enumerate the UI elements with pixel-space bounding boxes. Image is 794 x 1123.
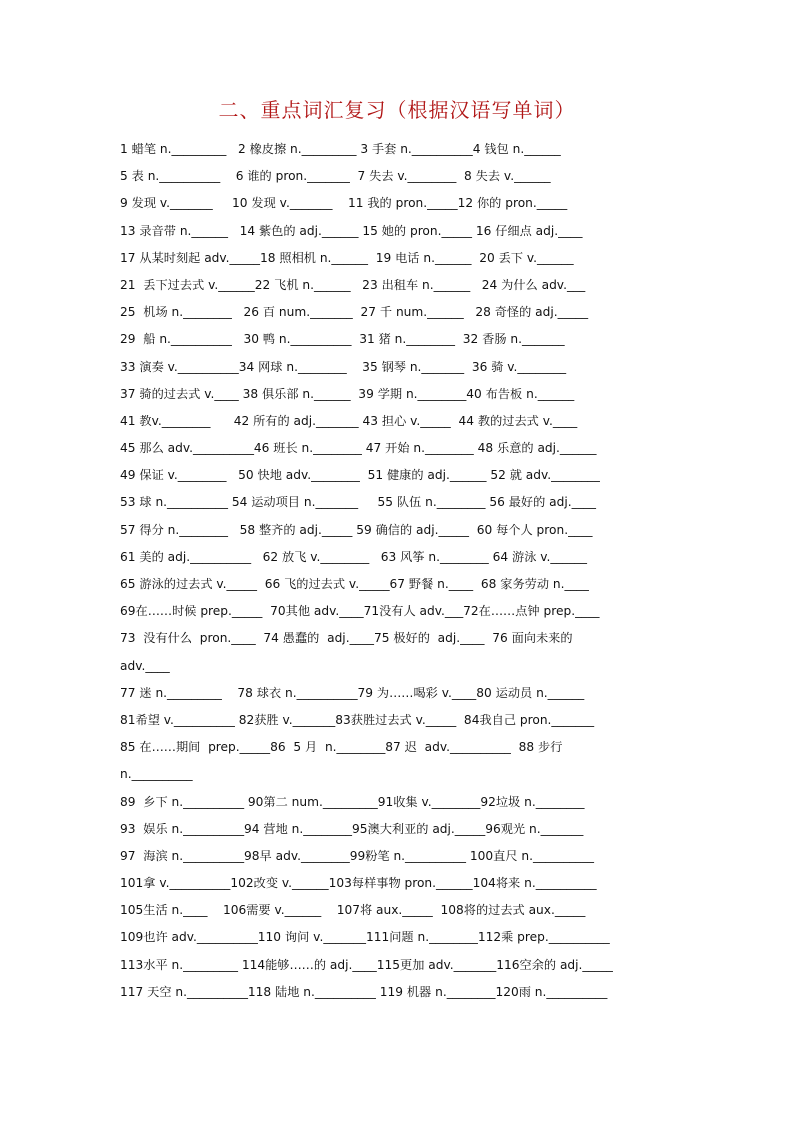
vocabulary-line: 37 骑的过去式 v.____ 38 俱乐部 n.______ 39 学期 n.________40 布告板 n.______	[120, 386, 575, 401]
section-title: 二、重点词汇复习（根据汉语写单词）	[218, 98, 576, 122]
vocabulary-line: 33 演奏 v.__________34 网球 n.________ 35 钢琴 n._______ 36 骑 v.________	[120, 359, 567, 374]
vocabulary-line: 17 从某时刻起 adv._____18 照相机 n.______ 19 电话 n.______ 20 丢下 v.______	[120, 250, 574, 265]
vocabulary-line: 93 娱乐 n.__________94 营地 n.________95澳大利亚的 adj._____96观光 n._______	[120, 821, 584, 836]
vocabulary-line: 57 得分 n.________ 58 整齐的 adj._____ 59 确信的 adj._____ 60 每个人 pron.____	[120, 522, 593, 537]
vocabulary-line: 97 海滨 n.__________98早 adv.________99粉笔 n.__________ 100直尺 n.__________	[120, 848, 594, 863]
vocabulary-line: 69在……时候 prep._____ 70其他 adv.____71没有人 adv.___72在……点钟 prep.____	[120, 604, 600, 619]
vocabulary-line: 61 美的 adj.__________ 62 放飞 v.________ 63 风筝 n.________ 64 游泳 v.______	[120, 549, 587, 564]
vocabulary-line: 101拿 v.__________102改变 v.______103每样事物 pron.______104将来 n.__________	[120, 876, 597, 891]
vocabulary-line: 1 蜡笔 n._________ 2 橡皮擦 n._________ 3 手套 n.__________4 钱包 n.______	[120, 142, 561, 156]
vocabulary-line: 29 船 n.__________ 30 鸭 n.__________ 31 猪 n.________ 32 香肠 n._______	[120, 332, 565, 347]
vocabulary-line: 65 游泳的过去式 v._____ 66 飞的过去式 v._____67 野餐 n.____ 68 家务劳动 n.____	[120, 577, 589, 591]
vocabulary-line: 41 教v.________ 42 所有的 adj._______ 43 担心 v._____ 44 教的过去式 v.____	[120, 413, 578, 428]
vocabulary-line: 81希望 v.__________ 82获胜 v._______83获胜过去式 v._____ 84我自己 pron._______	[120, 712, 595, 727]
vocabulary-line: 49 保证 v.________ 50 快地 adv.________ 51 健康的 adj.______ 52 就 adv.________	[120, 468, 600, 483]
vocabulary-line: 53 球 n.__________ 54 运动项目 n._______ 55 队伍 n.________ 56 最好的 adj.____	[120, 495, 596, 510]
vocabulary-line: 117 天空 n.__________118 陆地 n.__________ 119 机器 n.________120雨 n.__________	[120, 984, 608, 999]
vocabulary-line: 21 丢下过去式 v.______22 飞机 n.______ 23 出租车 n.______ 24 为什么 adv.___	[120, 277, 586, 292]
vocabulary-line: 13 录音带 n.______ 14 紫色的 adj.______ 15 她的 pron._____ 16 仔细点 adj.____	[120, 223, 583, 238]
vocabulary-line: 89 乡下 n.__________ 90第二 num._________91收集 v.________92垃圾 n.________	[120, 794, 585, 809]
vocabulary-line: 73 没有什么 pron.____ 74 愚蠢的 adj.____75 极好的 adj.____ 76 面向未来的	[120, 631, 573, 646]
vocabulary-line: adv.____	[120, 658, 170, 673]
vocabulary-line: 5 表 n.__________ 6 谁的 pron._______ 7 失去 v.________ 8 失去 v.______	[120, 169, 551, 184]
vocabulary-line: 109也许 adv.__________110 询问 v._______111问题 n.________112乘 prep.__________	[120, 930, 610, 945]
vocabulary-line: 77 迷 n._________ 78 球衣 n.__________79 为……喝彩 v.____80 运动员 n.______	[120, 685, 585, 700]
vocabulary-line: 113水平 n._________ 114能够……的 adj.____115更加 adv._______116空余的 adj._____	[120, 957, 613, 972]
vocabulary-line: 85 在……期间 prep._____86 5 月 n.________87 迟 adv.__________ 88 步行	[120, 740, 563, 755]
vocabulary-line: 9 发现 v._______ 10 发现 v._______ 11 我的 pron._____12 你的 pron._____	[120, 196, 568, 211]
vocabulary-line: n.__________	[120, 767, 193, 782]
vocabulary-list	[120, 136, 676, 1006]
vocabulary-line: 45 那么 adv.__________46 班长 n.________ 47 开始 n.________ 48 乐意的 adj.______	[120, 441, 597, 456]
vocabulary-line: 105生活 n.____ 106需要 v.______ 107将 aux._____ 108将的过去式 aux._____	[120, 903, 586, 918]
vocabulary-line: 25 机场 n.________ 26 百 num._______ 27 千 num.______ 28 奇怪的 adj._____	[120, 305, 589, 320]
